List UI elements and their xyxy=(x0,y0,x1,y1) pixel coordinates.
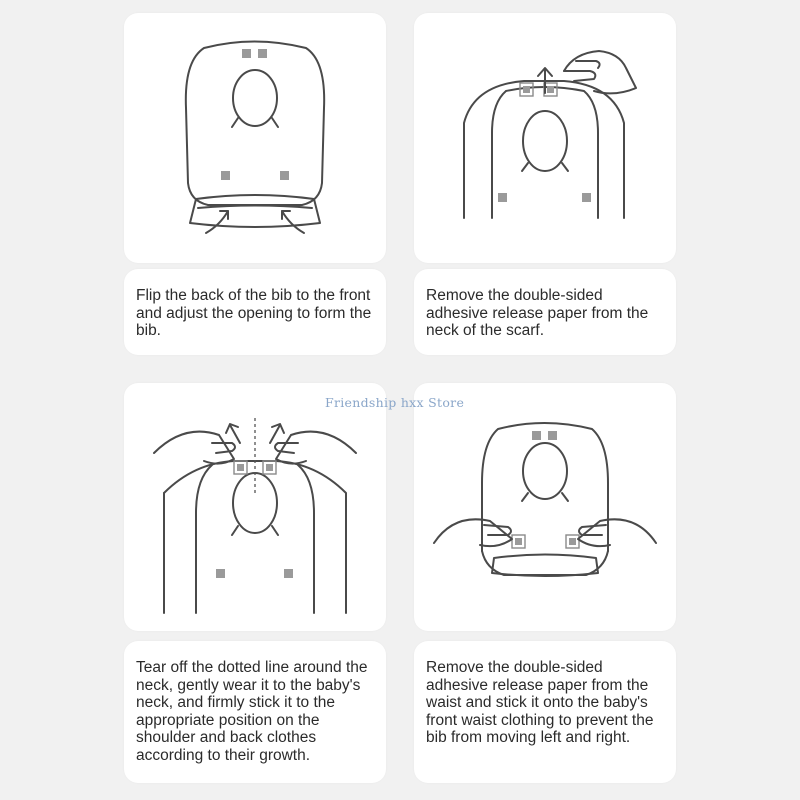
store-watermark: Friendship hxx Store xyxy=(325,395,465,410)
step-2-text: Remove the double-sided adhesive release paper from the neck of the scarf. xyxy=(426,287,649,339)
bib-flip-icon xyxy=(124,13,386,263)
neck-adhesive-icon xyxy=(414,13,676,263)
step-4-text: Remove the double-sided adhesive release paper from the waist and stick it onto the baby's front waist clothing to prevent the bib from moving left and right. xyxy=(426,659,654,746)
step-3-caption-card xyxy=(124,641,386,783)
waist-stick-icon xyxy=(414,383,676,631)
shoulder-stick-icon xyxy=(124,383,386,631)
step-1-text: Flip the back of the bib to the front and adjust the opening to form the bib. xyxy=(136,287,372,339)
step-2-illustration-card xyxy=(414,13,676,263)
step-3-text: Tear off the dotted line around the neck, gently wear it to the baby's neck, and firmly stick it to the appropriate position on the shoulder and back clothes according to their growth. xyxy=(136,659,368,764)
step-4-illustration-card xyxy=(414,383,676,631)
step-1-caption-card xyxy=(124,269,386,355)
step-2-caption-card xyxy=(414,269,676,355)
step-1-illustration-card xyxy=(124,13,386,263)
step-4-caption-card xyxy=(414,641,676,783)
step-3-illustration-card xyxy=(124,383,386,631)
